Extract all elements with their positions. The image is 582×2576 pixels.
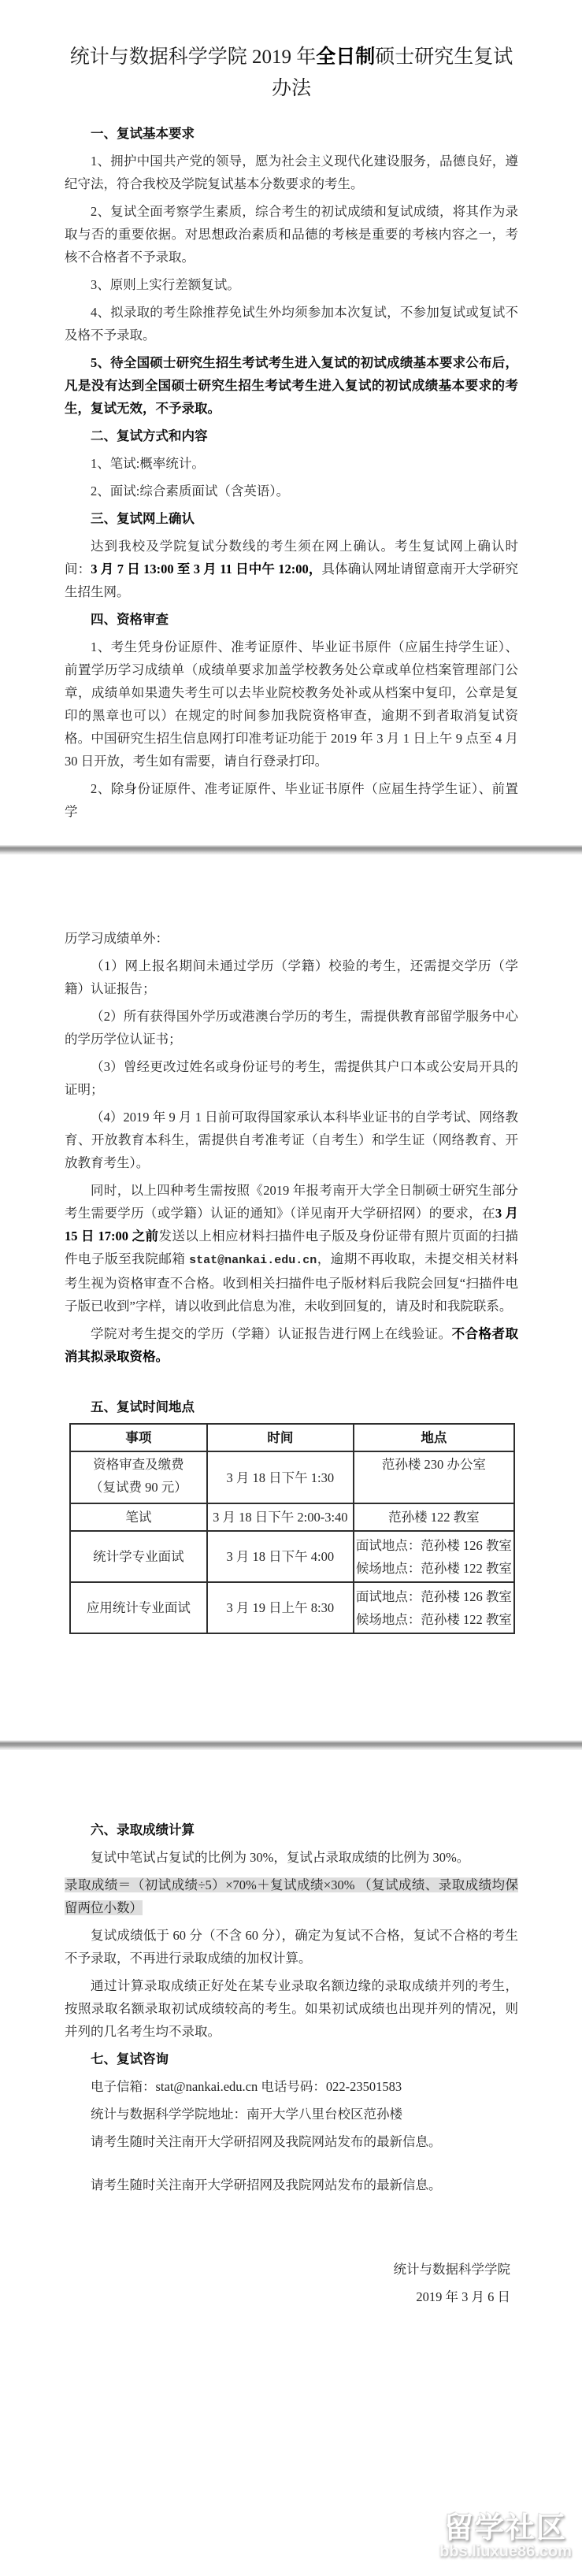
cell-time: 3 月 19 日上午 8:30 xyxy=(207,1582,354,1633)
formula-highlight: 录取成绩＝（初试成绩÷5）×70%＋复试成绩×30% （复试成绩、录取成绩均保留两位小数） xyxy=(65,1877,518,1915)
section-4-verify-paragraph xyxy=(65,1322,518,1368)
blank-line xyxy=(65,2158,518,2174)
item-line-1: 资格审查及缴费 xyxy=(93,1457,184,1472)
cell-time: 3 月 18 日下午 1:30 xyxy=(207,1451,354,1503)
cell-location: 范孙楼 122 教室 xyxy=(354,1503,514,1531)
notice-line-1: 请考生随时关注南开大学研招网及我院网站发布的最新信息。 xyxy=(91,2134,442,2149)
section-3-heading: 三、复试网上确认 xyxy=(91,511,195,526)
email-label: 电子信箱： xyxy=(91,2079,156,2094)
section-6-paragraph-3: 通过计算录取成绩正好处在某专业录取名额边缘的录取成绩并列的考生，按照录取名额录取初试成绩较高的考生。如果初试成绩也出现并列的情况，则并列的几名考生均不录取。 xyxy=(65,1978,518,2039)
section-6-paragraph-2: 复试成绩低于 60 分（不含 60 分），确定为复试不合格，复试不合格的考生不予录取，不再进行录取成绩的加权计算。 xyxy=(65,1928,518,1966)
cell-item: 统计学专业面试 xyxy=(70,1531,207,1582)
section-1-item-2: 2、复试全面考察学生素质，综合考生的初试成绩和复试成绩，将其作为录取与否的重要依据。对思想政治素质和品德的考核是重要的考核内容之一，考核不合格者不予录取。 xyxy=(65,204,518,265)
contact-phone: 022-23501583 xyxy=(325,2079,402,2094)
table-header-item: 事项 xyxy=(70,1424,207,1451)
signature-org: 统计与数据科学学院 xyxy=(393,2262,510,2277)
section-2-item-1: 1、笔试:概率统计。 xyxy=(91,456,205,471)
cell-time: 3 月 18 日下午 4:00 xyxy=(207,1531,354,1582)
liuxue-watermark xyxy=(432,2512,579,2560)
section-4-materials-paragraph xyxy=(65,1179,518,1318)
page-break-2 xyxy=(0,1740,582,1750)
section-5-heading: 五、复试时间地点 xyxy=(91,1399,195,1414)
section-4-item-2-part2: 历学习成绩单外： xyxy=(65,931,169,946)
section-4-subitem-2: （2）所有获得国外学历或港澳台学历的考生，需提供教育部留学服务中心的学历学位认证书； xyxy=(65,1009,518,1047)
table-row xyxy=(70,1503,514,1531)
reexam-schedule-table xyxy=(69,1423,515,1634)
title-part2-bold: 全日制 xyxy=(316,46,376,68)
document-page-3 xyxy=(0,1750,582,2576)
section-1-item-3: 3、原则上实行差额复试。 xyxy=(91,277,240,292)
cell-location xyxy=(354,1582,514,1633)
email-address: stat@nankai.edu.cn xyxy=(189,1254,317,1267)
document-page-2 xyxy=(0,854,582,1740)
document-page-1 xyxy=(0,0,582,845)
section-6-paragraph-1: 复试中笔试占复试的比例为 30%，复试占录取成绩的比例为 30%。 xyxy=(91,1850,470,1865)
disqualify-bold: 不合格者取消其拟录取资格。 xyxy=(65,1326,519,1364)
materials-text: 同时，以上四种考生需按照《2019 年报考南开大学全日制硕士研究生部分考生需要学历（或学籍）认证的通知》（详见南开大学研招网）的要求，在 xyxy=(65,1183,518,1221)
table-header-time: 时间 xyxy=(207,1424,354,1451)
section-2-item-2: 2、面试:综合素质面试（含英语）。 xyxy=(91,484,290,499)
contact-email: stat@nankai.edu.cn xyxy=(155,2079,258,2094)
confirm-text-tail: 具体确认网址请留意南开大学研究生招生网。 xyxy=(65,562,518,599)
section-1-item-4: 4、拟录取的考生除推荐免试生外均须参加本次复试，不参加复试或复试不及格不予录取。 xyxy=(65,305,518,343)
table-header-row xyxy=(70,1424,514,1451)
section-1-heading: 一、复试基本要求 xyxy=(91,126,195,141)
watermark-url-text: bbs.liuxue86.com xyxy=(439,2543,572,2560)
table-row xyxy=(70,1582,514,1633)
cell-item: 应用统计专业面试 xyxy=(70,1582,207,1633)
section-7-heading: 七、复试咨询 xyxy=(91,2052,169,2066)
cell-item xyxy=(70,1451,207,1503)
page-break-1 xyxy=(0,845,582,854)
blank-line xyxy=(65,1373,518,1395)
cell-item: 笔试 xyxy=(70,1503,207,1531)
section-4-subitem-3: （3）曾经更改过姓名或身份证号的考生，需提供其户口本或公安局开具的证明； xyxy=(65,1059,518,1097)
item-line-2: （复试费 90 元） xyxy=(90,1480,187,1495)
table-row xyxy=(70,1531,514,1582)
section-6-heading: 六、录取成绩计算 xyxy=(91,1822,195,1837)
page-title xyxy=(65,42,518,105)
location-line-2: 候场地点：范孙楼 122 教室 xyxy=(355,1560,512,1576)
materials-text-2: 发送以上相应材料扫描件电子版及身份证带有照片页面的扫描件电子版至我院邮箱 xyxy=(65,1229,519,1266)
cell-location xyxy=(354,1531,514,1582)
signature-date: 2019 年 3 月 6 日 xyxy=(416,2289,510,2304)
cell-time: 3 月 18 日下午 2:00-3:40 xyxy=(207,1503,354,1531)
section-4-item-2-part1: 2、除身份证原件、准考证原件、毕业证书原件（应届生持学生证）、前置学 xyxy=(65,781,518,819)
section-1-item-5: 5、待全国硕士研究生招生考试考生进入复试的初试成绩基本要求公布后，凡是没有达到全国硕士研究生招生考试考生进入复试的初试成绩基本要求的考生，复试无效，不予录取。 xyxy=(65,355,518,416)
verify-text: 学院对考生提交的学历（学籍）认证报告进行网上在线验证。 xyxy=(91,1326,452,1341)
cell-location: 范孙楼 230 办公室 xyxy=(354,1451,514,1503)
signature-block xyxy=(65,2255,518,2311)
table-header-location: 地点 xyxy=(354,1424,514,1451)
confirm-time-bold: 3 月 7 日 13:00 至 3 月 11 日中午 12:00， xyxy=(91,562,322,576)
deadline-bold: 3 月 15 日 17:00 之前 xyxy=(65,1206,519,1244)
section-4-item-1: 1、考生凭身份证原件、准考证原件、毕业证书原件（应届生持学生证）、前置学历学习成绩单（成绩单要求加盖学校教务处公章或单位档案管理部门公章，成绩单如果遗失考生可以去毕业院校教务处补或从档案中复印，公章是复印的黑章也可以）在规定的时间参加我院资格审查，逾期不到者取消复试资格。中国研究生招生信息网打印准考证功能于 2019 年 3 月 1 日上午 9 点至 4 月 30 日开放，考生如有需要，请自行登录打印。 xyxy=(65,639,518,769)
title-part1: 统计与数据科学学院 2019 年 xyxy=(69,46,317,68)
section-4-subitem-4: （4）2019 年 9 月 1 日前可取得国家承认本科毕业证书的自学考试、网络教育、开放教育本科生，需提供自考准考证（自考生）和学生证（网络教育、开放教育考生）。 xyxy=(65,1110,518,1170)
location-line-1: 面试地点：范孙楼 126 教室 xyxy=(355,1537,512,1553)
section-3-paragraph xyxy=(65,535,518,603)
location-line-1: 面试地点：范孙楼 126 教室 xyxy=(355,1588,512,1604)
section-4-heading: 四、资格审查 xyxy=(91,612,169,627)
address-line: 统计与数据科学学院地址：南开大学八里台校区范孙楼 xyxy=(91,2107,402,2122)
phone-label: 电话号码： xyxy=(258,2079,326,2094)
admission-score-formula xyxy=(65,1874,518,1919)
watermark-logo-text: 留学社区 xyxy=(444,2511,567,2544)
confirm-text: 达到我校及学院复试分数线的考生须在网上确认。考生复试网上确认时间： xyxy=(65,539,518,576)
section-1-item-1: 1、拥护中国共产党的领导，愿为社会主义现代化建设服务，品德良好，遵纪守法，符合我校及学院复试基本分数要求的考生。 xyxy=(65,154,518,191)
section-4-subitem-1: （1）网上报名期间未通过学历（学籍）校验的考生，还需提交学历（学籍）认证报告； xyxy=(65,958,518,996)
table-row xyxy=(70,1451,514,1503)
contact-line xyxy=(65,2075,518,2098)
notice-line-2: 请考生随时关注南开大学研招网及我院网站发布的最新信息。 xyxy=(91,2178,442,2192)
materials-text-3: ，逾期不再收取，未提交相关材料考生视为资格审查不合格。收到相关扫描件电子版材料后我院会回复“扫描件电子版已收到”字样，请以收到此信息为准，未收到回复的，请及时和我院联系。 xyxy=(65,1251,519,1314)
location-line-2: 候场地点：范孙楼 122 教室 xyxy=(355,1611,512,1627)
title-part3: 硕士研究生复试办法 xyxy=(271,46,513,99)
section-2-heading: 二、复试方式和内容 xyxy=(91,428,208,443)
